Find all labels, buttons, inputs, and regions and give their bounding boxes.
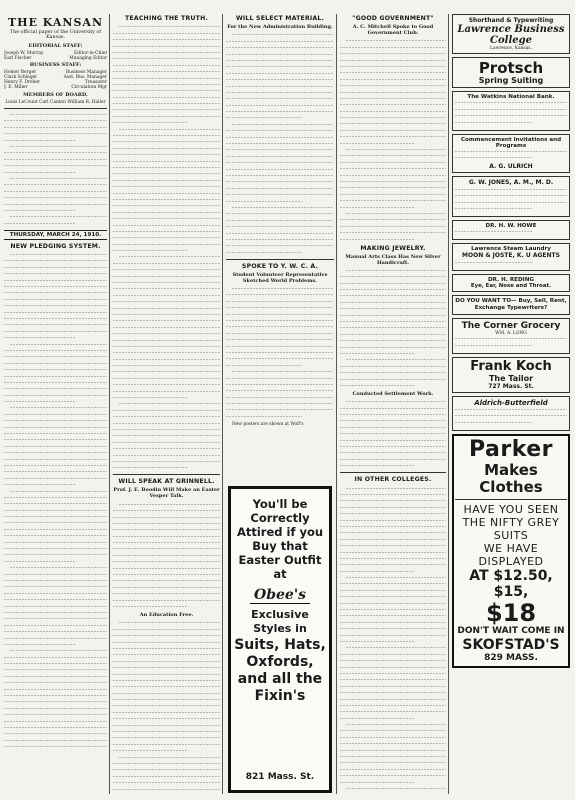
article-body — [226, 32, 334, 256]
howe-ad — [452, 220, 570, 240]
article-headline: NEW PLEDGING SYSTEM. — [10, 242, 101, 250]
article-body — [113, 24, 220, 471]
column-2 — [113, 14, 220, 794]
ad-address: 829 MASS. — [484, 652, 538, 663]
article-body — [113, 501, 220, 610]
ad-store: SKOFSTAD'S — [462, 636, 560, 653]
ad-text: Exclusive Styles in — [251, 608, 309, 635]
ad-title: Commencement Invitations and Programs — [460, 136, 562, 149]
masthead — [4, 16, 107, 40]
article-headline: SPOKE TO Y. W. C. A. — [241, 262, 319, 270]
staff-row: Joseph W. Murray Editor-in-Chief — [4, 51, 107, 56]
ad-text: MOON & JOSTE, K. U AGENTS — [462, 252, 560, 260]
ad-text: AT $12.50, $15, — [469, 567, 553, 600]
reding-ad — [452, 274, 570, 292]
ad-title: The Corner Grocery — [461, 320, 561, 331]
article-body — [340, 399, 446, 469]
ad-text: Eye, Ear, Nose and Throat. — [470, 282, 552, 289]
lawrence-business-college-ad — [452, 14, 570, 54]
ad-title: Shorthand & Typewriting — [468, 17, 554, 24]
ad-text: 727 Mass. St. — [488, 382, 534, 390]
article-subhead: Conducted Settlement Work. — [352, 390, 434, 397]
column-rule — [222, 14, 223, 794]
board-heading: MEMBERS OF BOARD. — [23, 91, 88, 98]
article-headline: WILL SELECT MATERIAL. — [235, 15, 325, 22]
article-headline: WILL SPEAK AT GRINNELL. — [118, 478, 215, 486]
column-rule — [109, 14, 110, 794]
staff-row: Earl Fischer Managing Editor — [4, 56, 107, 62]
business-staff — [4, 70, 107, 90]
ad-text: The Tailor — [488, 373, 534, 383]
article-body — [4, 252, 107, 750]
staff-row: Clark Schlegel Asst. Bus. Manager — [4, 75, 107, 81]
divider — [113, 474, 220, 475]
article-subhead: Student Volunteer Representative Sketched World Problems. — [232, 271, 328, 284]
article-subhead: A. C. Mitchell Spoke to Good Government Club. — [352, 24, 434, 36]
staff-row: Homer Berger Business Manager — [4, 70, 107, 76]
ad-title: DO YOU WANT TO— Buy, Sell, Rent, Exchange Typewriters? — [455, 297, 567, 311]
article-body — [340, 38, 446, 243]
article-body — [340, 485, 446, 794]
ad-title: DR. H. REDING — [487, 276, 534, 283]
article-headline: "GOOD GOVERNMENT" — [352, 15, 434, 22]
business-staff-heading: BUSINESS STAFF: — [29, 62, 82, 69]
watkins-bank-ad — [452, 91, 570, 131]
column-1 — [4, 14, 107, 794]
article-tail: New posters are shown at Wolf's — [232, 421, 304, 427]
typewriter-ad — [452, 295, 570, 315]
divider — [226, 259, 334, 260]
ad-text: Lawrence, Kansas. — [490, 46, 532, 51]
ad-text: HAVE YOU SEEN THE NIFTY GREY SUITS — [462, 502, 560, 542]
article-headline: TEACHING THE TRUTH. — [124, 15, 208, 22]
ad-title: The Watkins National Bank. — [467, 94, 555, 101]
divider — [455, 499, 567, 500]
article-subhead: Manual Arts Class Has New Silver Handicraft. — [345, 253, 441, 266]
ad-brand: Lawrence Business College — [457, 24, 565, 46]
editorial-staff-heading: EDITORIAL STAFF: — [28, 43, 83, 49]
article-body — [113, 620, 220, 794]
column-5-ads — [452, 14, 570, 794]
aldrich-ad — [452, 396, 570, 431]
board-members: Louis LeCount Carl Canton William R. Haller — [5, 99, 106, 105]
ad-title: Frank Koch — [470, 358, 552, 374]
issue-date: THURSDAY, MARCH 24, 1910. — [4, 230, 107, 240]
corner-grocery-ad — [452, 318, 570, 354]
staff-row: Henry F. Dreher Treasurer — [4, 80, 107, 86]
divider — [340, 472, 446, 473]
masthead-title: THE KANSAN — [7, 16, 104, 29]
staff-row: J. E. Miller Circulation Mgr — [4, 85, 107, 91]
article-body — [340, 268, 446, 389]
column-rule — [448, 14, 449, 794]
ad-text: Makes Clothes — [479, 460, 543, 496]
ad-title: Lawrence Steam Laundry — [471, 246, 551, 253]
divider — [4, 108, 107, 109]
article-body — [226, 286, 334, 420]
ad-text: WM. A. LONG — [495, 330, 527, 336]
protsch-ad — [452, 57, 570, 88]
ad-title: Parker — [468, 436, 554, 462]
ad-text: DON'T WAIT COME IN — [457, 625, 565, 636]
ad-text: Spring Suiting — [478, 76, 544, 86]
article-headline: MAKING JEWELRY. — [360, 244, 426, 252]
ad-address: 821 Mass. St. — [245, 772, 315, 782]
column-rule — [336, 14, 337, 794]
ad-text: A. G. ULRICH — [489, 163, 533, 171]
ad-price: $18 — [485, 598, 537, 627]
frank-koch-ad — [452, 357, 570, 393]
obees-ad — [228, 486, 332, 793]
ad-headline: You'll be Correctly Attired if you Buy that Easter Outfit at — [236, 497, 324, 581]
masthead-subtitle: The official paper of the University of Kansas. — [9, 30, 102, 40]
ad-brand: Obee's — [250, 587, 310, 604]
ad-title: Aldrich-Butterfield — [474, 398, 548, 407]
parker-ad — [452, 434, 570, 668]
ad-text: Suits, Hats, Oxfords, and all the Fixin's — [234, 637, 326, 704]
commencement-ad — [452, 134, 570, 174]
ad-title: Protsch — [478, 59, 544, 78]
article-subhead: An Education Free. — [139, 611, 194, 618]
editorial-staff — [4, 51, 107, 61]
ad-title: G. W. JONES, A. M., M. D. — [468, 179, 554, 187]
column-4 — [340, 14, 446, 794]
article-subhead: Prof. J. E. Boodin Will Make an Easter Vesper Talk. — [113, 487, 220, 500]
jones-ad — [452, 176, 570, 217]
publication-notice — [4, 112, 107, 227]
ad-text: WE HAVE DISPLAYED — [478, 541, 544, 568]
article-headline: IN OTHER COLLEGES. — [354, 476, 432, 484]
article-subhead: For the New Administration Building. — [227, 24, 333, 30]
laundry-ad — [452, 243, 570, 270]
ad-title: DR. H. W. HOWE — [485, 223, 537, 229]
